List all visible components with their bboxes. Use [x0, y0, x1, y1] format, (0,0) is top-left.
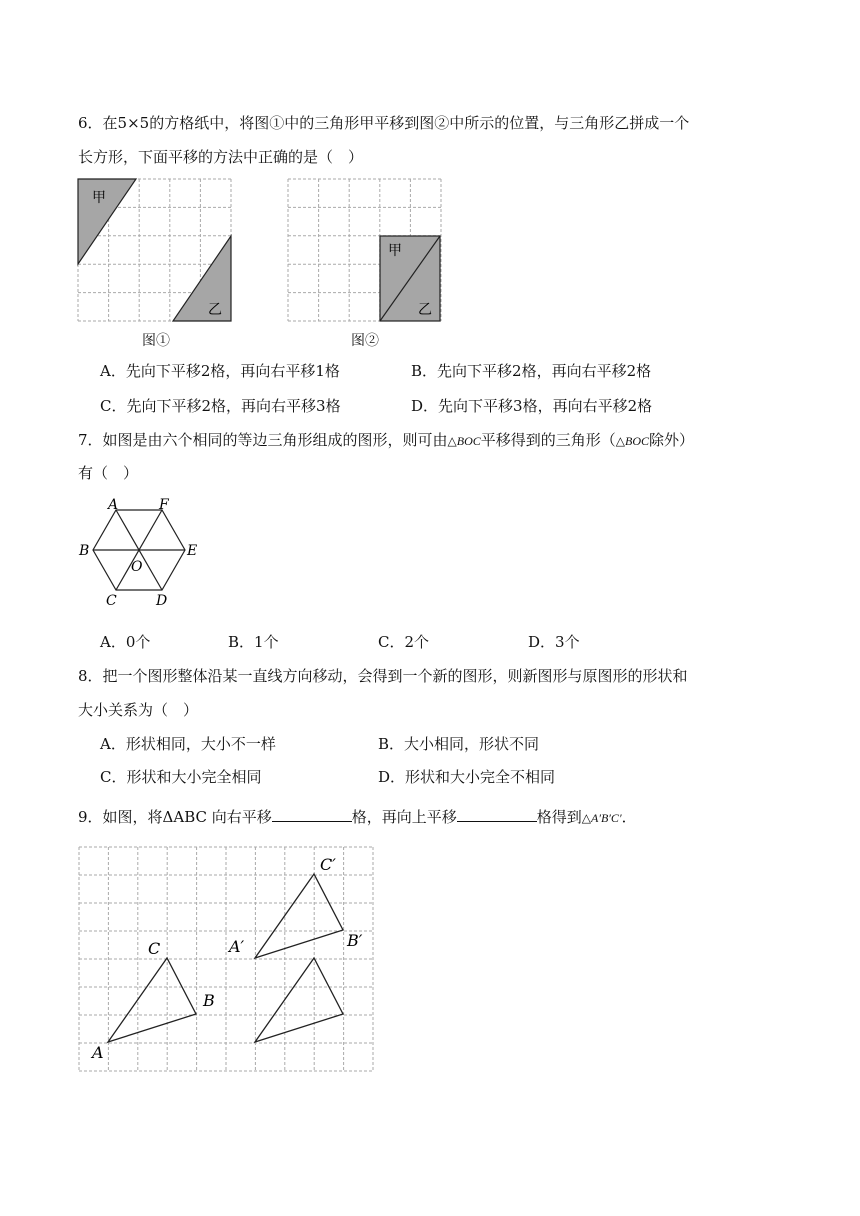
- q8-option-a[interactable]: A．形状相同，大小不一样: [100, 735, 276, 753]
- fig2-caption: 图②: [351, 333, 379, 349]
- q7-option-a[interactable]: A．0个: [100, 633, 151, 651]
- q6-option-d[interactable]: D．先向下平移3格，再向右平移2格: [411, 397, 653, 415]
- label-jia-fig1: 甲: [92, 190, 106, 206]
- q7-option-d[interactable]: D．3个: [528, 633, 580, 651]
- q6-figure-2: [286, 176, 446, 326]
- q6-option-b[interactable]: B．先向下平移2格，再向右平移2格: [411, 362, 652, 380]
- label-b: B: [79, 543, 90, 559]
- q7-line2: 有（ ）: [78, 464, 139, 482]
- tri-boc-2: △BOC: [615, 434, 650, 448]
- label-c-prime: C′: [320, 855, 336, 874]
- q8-line2: 大小关系为（ ）: [78, 701, 199, 719]
- triangle-abc: [108, 958, 196, 1042]
- label-c-point: C: [148, 939, 161, 958]
- q7-option-b[interactable]: B．1个: [228, 633, 279, 651]
- label-e: E: [187, 543, 198, 559]
- label-a: A: [108, 497, 119, 513]
- q7-hexagon-figure: [76, 494, 206, 614]
- tri-boc: △BOC: [447, 434, 481, 448]
- answer-blank-right[interactable]: [272, 807, 352, 822]
- label-o: O: [131, 559, 143, 575]
- answer-blank-up[interactable]: [457, 807, 537, 822]
- label-c: C: [106, 593, 117, 609]
- triangle-intermediate: [255, 958, 343, 1042]
- fig1-caption: 图①: [142, 333, 170, 349]
- triangle-yi-fig1: [173, 236, 231, 321]
- q6-option-a[interactable]: A．先向下平移2格，再向右平移1格: [100, 362, 340, 380]
- label-d: D: [156, 593, 168, 609]
- q9-line: 9．如图，将ΔABC 向右平移 格，再向上平移 格得到△A′B′C′．: [78, 808, 637, 826]
- q8-option-c[interactable]: C．形状和大小完全相同: [100, 768, 262, 786]
- label-yi-fig2: 乙: [418, 302, 432, 318]
- q8-option-b[interactable]: B．大小相同，形状不同: [378, 735, 540, 753]
- q8-line1: 8．把一个图形整体沿某一直线方向移动，会得到一个新的图形，则新图形与原图形的形状和: [78, 667, 688, 685]
- q7-line1: 7．如图是由六个相同的等边三角形组成的图形，则可由△BOC平移得到的三角形（△BOC除外）: [78, 431, 695, 449]
- label-b-prime: B′: [347, 931, 363, 950]
- label-a-prime: A′: [229, 937, 245, 956]
- q9-grid-figure: [76, 844, 376, 1074]
- q7-option-c[interactable]: C．2个: [378, 633, 430, 651]
- q8-option-d[interactable]: D．形状和大小完全不相同: [378, 768, 556, 786]
- label-jia-fig2: 甲: [388, 243, 402, 259]
- q6-option-c[interactable]: C．先向下平移2格，再向右平移3格: [100, 397, 341, 415]
- label-b-point: B: [203, 991, 215, 1010]
- q6-line2: 长方形，下面平移的方法中正确的是（ ）: [78, 148, 364, 166]
- triangle-abc-prime: [255, 874, 343, 958]
- triangle-jia-fig1: [78, 179, 136, 264]
- label-f: F: [159, 497, 169, 513]
- label-a-point: A: [92, 1043, 104, 1062]
- q6-figure-1: [76, 176, 236, 326]
- q6-line1: 6．在5×5的方格纸中，将图①中的三角形甲平移到图②中所示的位置，与三角形乙拼成一个: [78, 114, 690, 132]
- label-yi-fig1: 乙: [208, 302, 222, 318]
- tri-abc-prime: △A′B′C′: [581, 811, 622, 825]
